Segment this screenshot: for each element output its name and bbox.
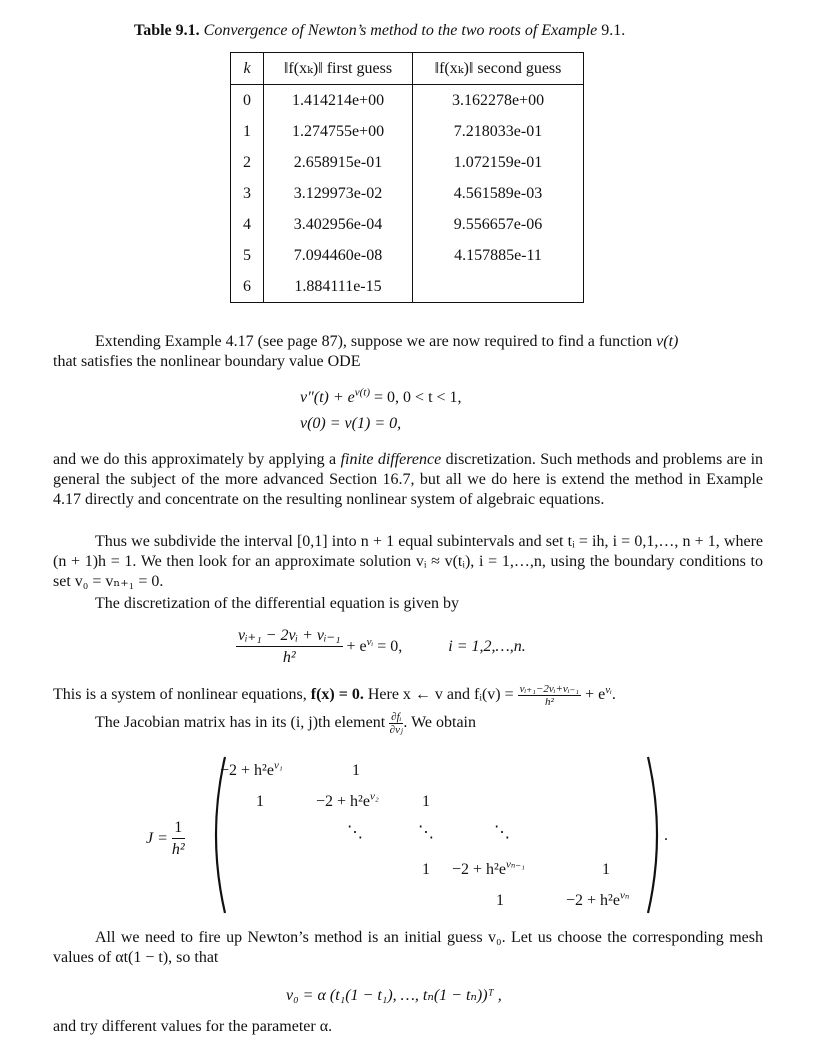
cell-k: 4 (231, 209, 264, 240)
intro-func: v(t) (656, 333, 679, 350)
cell-first: 7.094460e-08 (264, 240, 413, 271)
table-row (231, 85, 584, 117)
matrix-entry-2-3: 1 (422, 793, 430, 810)
matrix-entry-2-1: 1 (256, 793, 264, 810)
cell-second: 7.218033e-01 (413, 116, 584, 147)
matrix-dots-3: ⋱ (494, 824, 510, 841)
paragraph-alpha: and try different values for the parameter α. (53, 1018, 333, 1035)
paragraph-discretization-intro: The discretization of the differential equation is given by (95, 595, 460, 612)
paragraph-subdivide: Thus we subdivide the interval [0,1] into n + 1 equal subintervals and set tᵢ = ih, i = 0,1,…, n + 1, where (n + 1)h = 1. We then look for an approximate solution vᵢ ≈ v(tᵢ), i = 1,…,n, using the boundary conditions to set v₀ = vₙ₊₁ = 0. (53, 533, 763, 590)
paragraph-discretization: and we do this approximately by applying a finite difference discretization. Such methods and problems are in general the subject of the more advanced Section 16.7, but all we do here is extend the method in Example 4.17 directly and concentrate on the resulting nonlinear system of algebraic equations. (53, 451, 764, 508)
jacobian-lhs: J = $\frac{1}{\text{h²}}$ (146, 818, 185, 861)
table-row (231, 178, 584, 209)
cell-second: 4.561589e-03 (413, 178, 584, 209)
cell-k: 0 (231, 85, 264, 117)
table-row (231, 209, 584, 240)
cell-first: 1.884111e-15 (264, 271, 413, 303)
jacobian-scale: $\frac{1}{\text{h²}}$ (171, 819, 185, 858)
cell-first: 3.402956e-04 (264, 209, 413, 240)
header-k: k (231, 53, 264, 85)
cell-second: 3.162278e+00 (413, 85, 584, 117)
disc-range: i = 1,2,…,n. (448, 638, 526, 656)
matrix-entry-2-2: $-2 + h^2e^{v_2}$ (316, 790, 379, 810)
cell-first: 3.129973e-02 (264, 178, 413, 209)
table-row (231, 116, 584, 147)
cell-k: 1 (231, 116, 264, 147)
paragraph-intro (53, 332, 763, 372)
convergence-table (230, 52, 584, 303)
cell-second: 9.556657e-06 (413, 209, 584, 240)
initial-guess-equation: v₀ = α (t₁(1 − t₁), …, tₙ(1 − tₙ))ᵀ , (286, 987, 502, 1004)
matrix-entry-4-2: $-2 + h^2e^{v_{n-1}}$ (452, 858, 525, 878)
table-row (231, 271, 584, 303)
caption-ref: 9.1. (601, 22, 626, 39)
matrix-entry-4-3: 1 (602, 861, 610, 878)
cell-first: 1.274755e+00 (264, 116, 413, 147)
matrix-entry-1-1: $-2 + h^2e^{v_1}$ (220, 759, 283, 779)
header-first-guess: ‖f(xₖ)‖ first guess (264, 53, 413, 85)
paragraph-jacobian: The Jacobian matrix has in its (i, j)th element $\frac{\text{∂fᵢ}}{\text{∂vⱼ}}$ . We obtain (95, 711, 476, 736)
intro-line2: that satisfies the nonlinear boundary value ODE (53, 353, 361, 370)
header-second-guess: ‖f(xₖ)‖ second guess (413, 53, 584, 85)
table-row (231, 240, 584, 271)
cell-k: 2 (231, 147, 264, 178)
fi-fraction: $\frac{\text{vᵢ₊₁−2vᵢ+vᵢ₋₁}}{\text{h²}}$ (519, 683, 580, 708)
cell-k: 6 (231, 271, 264, 303)
intro-line1: Extending Example 4.17 (see page 87), suppose we are now required to find a function (95, 333, 653, 350)
cell-first: 2.658915e-01 (264, 147, 413, 178)
cell-second (413, 271, 584, 303)
table-caption (134, 21, 625, 41)
cell-k: 5 (231, 240, 264, 271)
matrix-entry-4-1: 1 (422, 861, 430, 878)
discretization-equation: $\frac{\text{vᵢ₊₁ − 2vᵢ + vᵢ₋₁}}{\text{h²}}$ + $e^{vᵢ} = 0$, i = 1,2,…,n. (236, 626, 526, 669)
matrix-dots-2: ⋱ (418, 824, 434, 841)
cell-k: 3 (231, 178, 264, 209)
matrix-entry-1-2: 1 (352, 762, 360, 779)
paragraph-newton-guess: All we need to fire up Newton’s method is an initial guess v₀. Let us choose the corresponding mesh values of αt(1 − t), so that (53, 929, 763, 966)
partial-fraction: $\frac{\text{∂fᵢ}}{\text{∂vⱼ}}$ (389, 711, 403, 736)
caption-text: Convergence of Newton’s method to the two roots of Example (203, 22, 598, 39)
paragraph-system: This is a system of nonlinear equations, f(x) = 0. Here x ← v and fᵢ(v) = $\frac{\text{vᵢ₊₁−2vᵢ+vᵢ₋₁}}{\text{h²}}$ + $e^{vᵢ}$. (53, 683, 616, 708)
table-header-row (231, 53, 584, 85)
ode-equation-1: $v''(t) + e^{v(t)} = 0$, 0 < t < 1, (300, 386, 462, 406)
matrix-dots-1: ⋱ (347, 824, 363, 841)
caption-label: Table 9.1. (134, 22, 200, 39)
cell-second: 4.157885e-11 (413, 240, 584, 271)
disc-fraction: $\frac{\text{vᵢ₊₁ − 2vᵢ + vᵢ₋₁}}{\text{h²}}$ (238, 627, 341, 666)
matrix-entry-5-2: $-2 + h^2e^{v_n}$ (566, 889, 630, 909)
cell-second: 1.072159e-01 (413, 147, 584, 178)
matrix-end-period: . (664, 827, 668, 844)
table-row (231, 147, 584, 178)
cell-first: 1.414214e+00 (264, 85, 413, 117)
emphasis-finite-difference: finite difference (340, 451, 442, 468)
ode-equation-2: v(0) = v(1) = 0, (300, 415, 402, 432)
matrix-entry-5-1: 1 (496, 892, 504, 909)
